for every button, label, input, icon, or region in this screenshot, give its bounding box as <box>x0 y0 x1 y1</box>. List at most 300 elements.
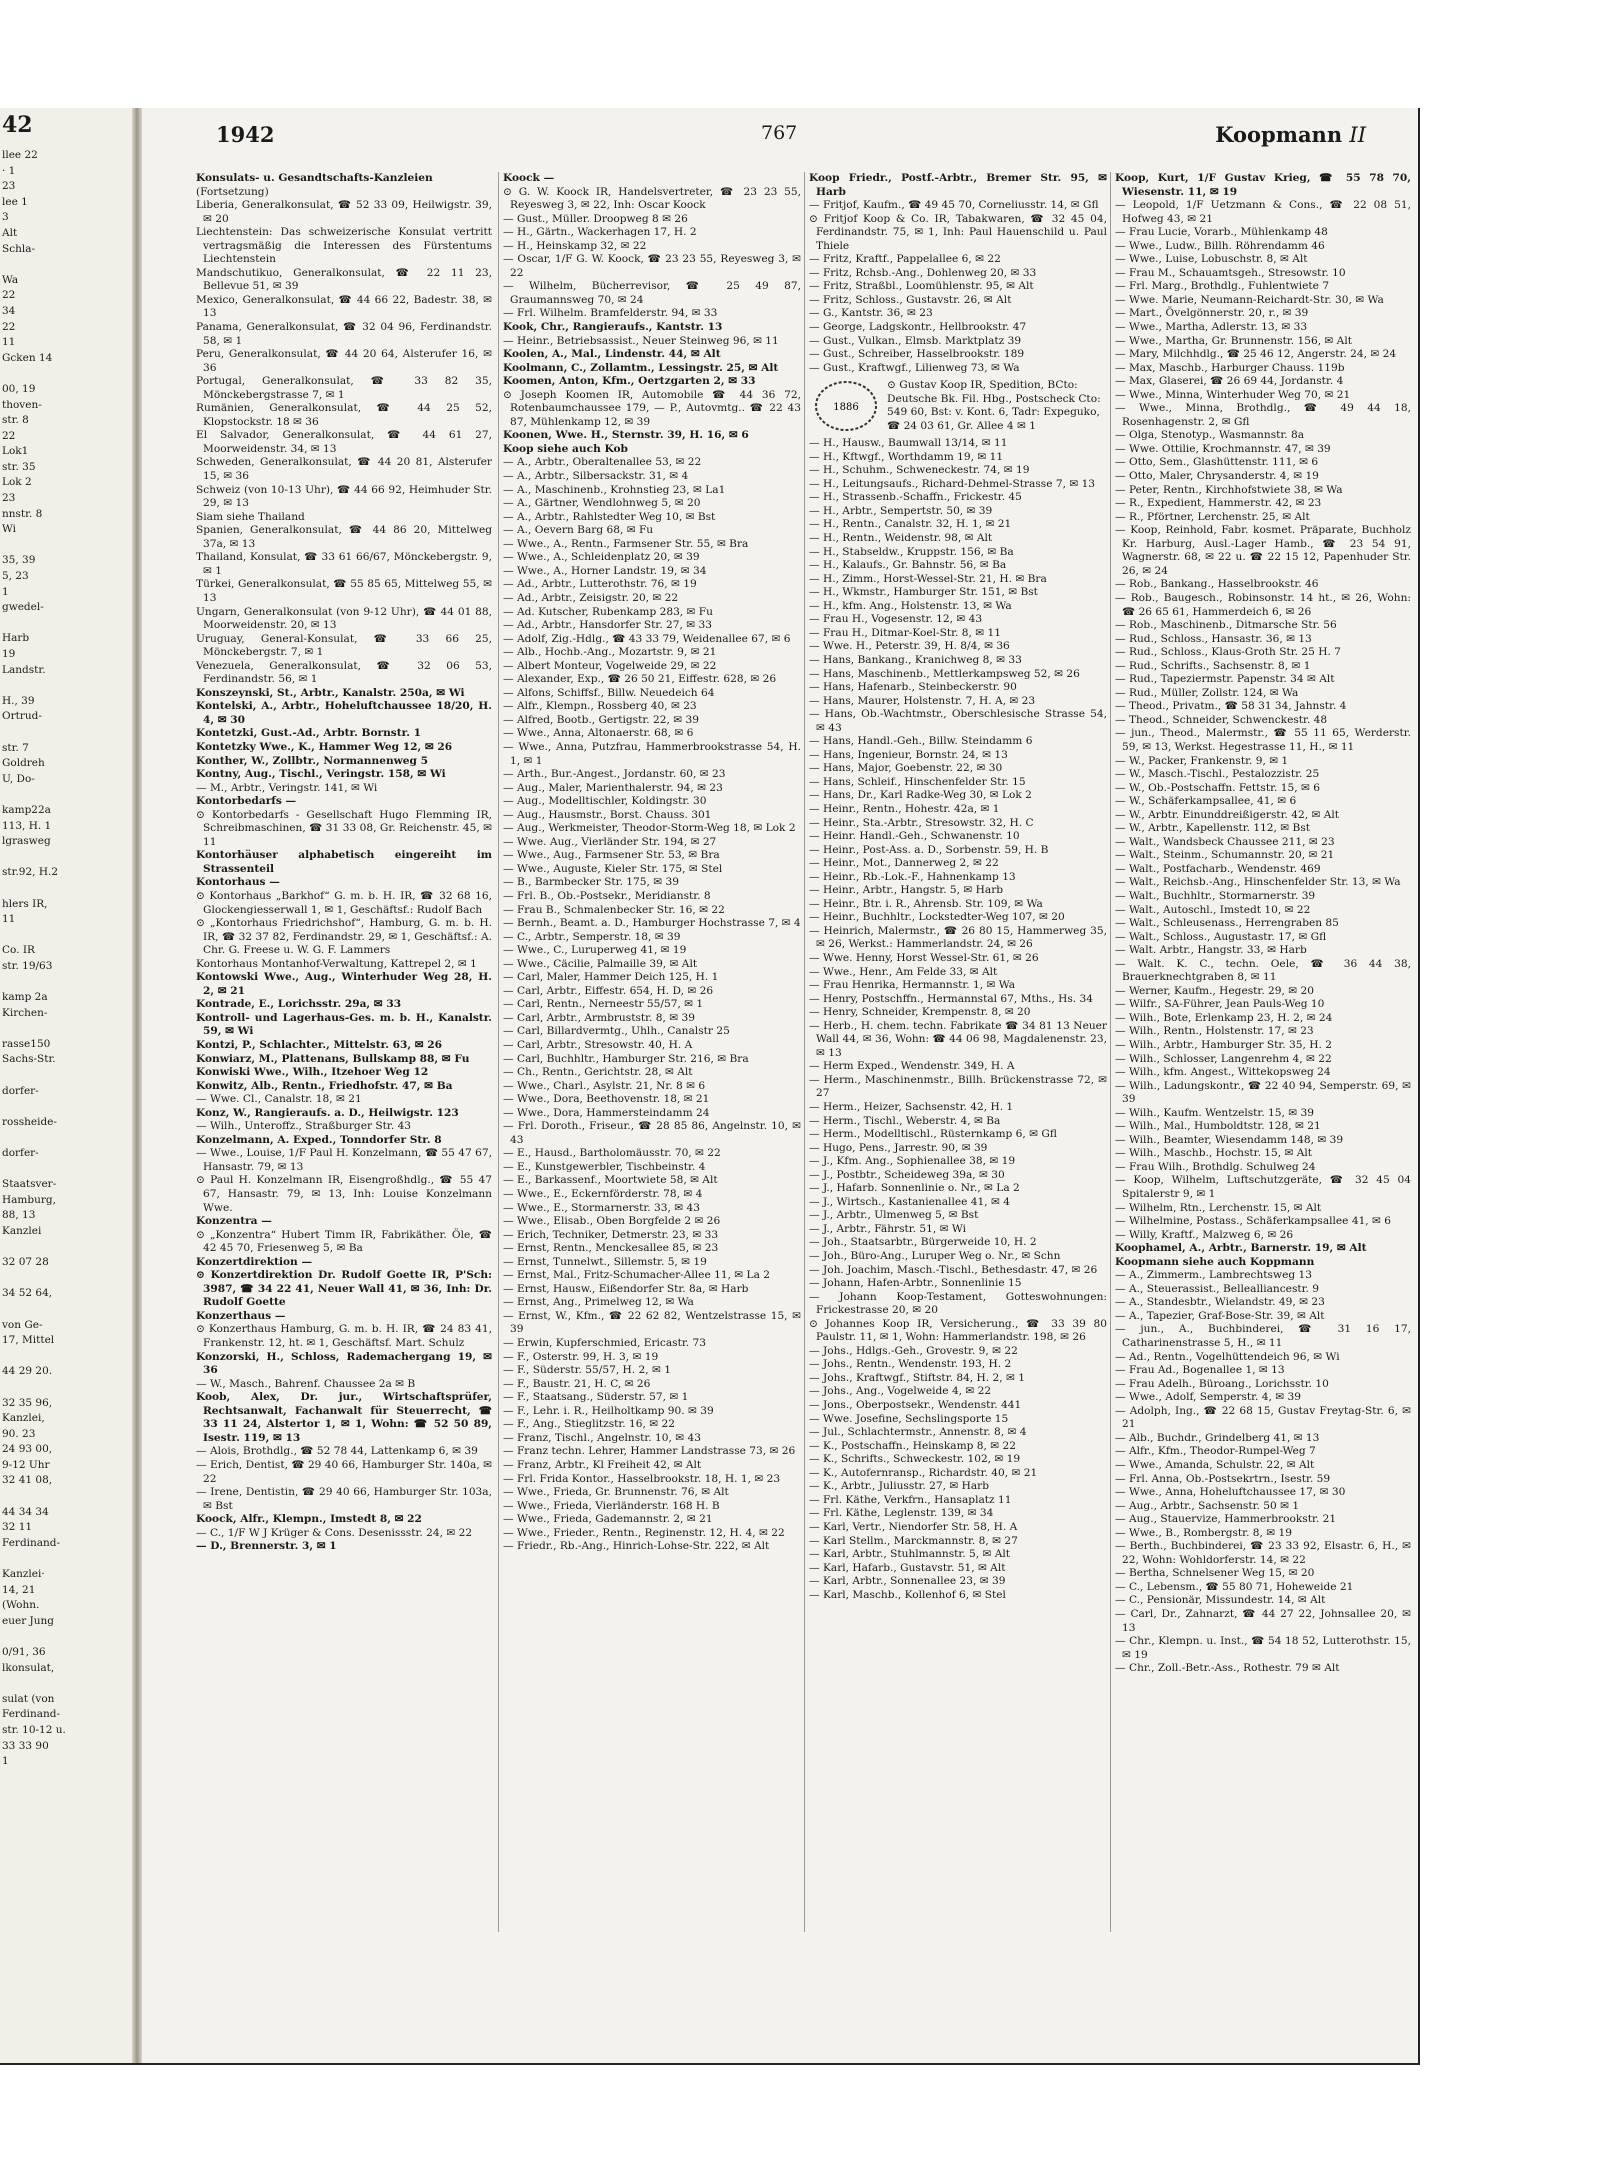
directory-entry: — W., Arbtr., Kapellenstr. 112, ✉ Bst <box>1115 822 1311 835</box>
directory-entry: — Oscar, 1/F G. W. Koock, ☎ 23 23 55, Reyesweg 3, ✉ 22 <box>503 253 801 279</box>
directory-columns <box>196 172 1411 1932</box>
directory-entry: — Erwin, Kupferschmied, Ericastr. 73 <box>503 1337 706 1350</box>
directory-entry: — Wwe., E., Stormarnerstr. 33, ✉ 43 <box>503 1201 700 1214</box>
facing-page-fragment: 32 35 96, <box>2 1396 53 1409</box>
facing-page-fragment: 1 <box>2 585 9 598</box>
facing-page-fragment: Kanzlei· <box>2 1568 45 1581</box>
directory-entry: — W., Packer, Frankenstr. 9, ✉ 1 <box>1115 754 1289 767</box>
directory-entry: — J., Arbtr., Ulmenweg 5, ✉ Bst <box>809 1209 979 1222</box>
directory-entry: — Walt., Reichsb.-Ang., Hinschenfelder Str. 13, ✉ Wa <box>1115 876 1401 889</box>
directory-entry: Konzorski, H., Schloss, Rademachergang 19, ✉ 36 <box>196 1350 492 1377</box>
facing-page-fragment <box>0 366 132 382</box>
directory-entry: Konwiarz, M., Plattenans, Bullskamp 88, ✉ Fu <box>196 1052 470 1065</box>
directory-entry: — F., Süderstr. 55/57, H. 2, ✉ 1 <box>503 1364 671 1377</box>
directory-entry: Koolmann, C., Zollamtm., Lessingstr. 25, ✉ Alt <box>503 361 779 374</box>
directory-entry: — Ad., Rentn., Vogelhüttendeich 96, ✉ Wi <box>1115 1350 1340 1363</box>
directory-entry: — Wwe. Marie, Neumann-Reichardt-Str. 30, ✉ Wa <box>1115 293 1384 306</box>
directory-entry: — Theod., Privatm., ☎ 58 31 34, Jahnstr. 4 <box>1115 700 1347 713</box>
directory-entry: — Frl. Käthe, Verkfrn., Hansaplatz 11 <box>809 1493 1012 1506</box>
directory-entry: — Werner, Kaufm., Hegestr. 29, ✉ 20 <box>1115 984 1314 997</box>
directory-entry: — A., Oevern Barg 68, ✉ Fu <box>503 524 654 537</box>
directory-entry: — Frl. B., Ob.-Postsekr., Meridianstr. 8 <box>503 889 711 902</box>
facing-page-fragment: (Wohn. <box>2 1599 40 1612</box>
directory-entry: — Max, Maschb., Harburger Chauss. 119b <box>1115 361 1345 374</box>
directory-entry: — H., Heinskamp 32, ✉ 22 <box>503 239 647 252</box>
directory-entry: — Wwe., Martha, Adlerstr. 13, ✉ 33 <box>1115 321 1308 334</box>
directory-entry: Konz, W., Rangieraufs. a. D., Heilwigstr. 123 <box>196 1106 459 1119</box>
directory-entry: — Arth., Bur.-Angest., Jordanstr. 60, ✉ 23 <box>503 768 726 781</box>
directory-entry: — Ernst, Rentn., Menckesallee 85, ✉ 23 <box>503 1242 719 1255</box>
directory-entry: — Alfr., Kfm., Theodor-Rumpel-Weg 7 <box>1115 1445 1316 1458</box>
directory-entry: — Hans, Ingenieur, Bornstr. 24, ✉ 13 <box>809 748 1008 761</box>
directory-entry: — Walt., Steinm., Schumannstr. 20, ✉ 21 <box>1115 849 1335 862</box>
directory-entry: — Wilh., Schlosser, Langenrehm 4, ✉ 22 <box>1115 1052 1332 1065</box>
facing-page-fragment: · 1 <box>2 164 16 177</box>
directory-entry: — B., Barmbecker Str. 175, ✉ 39 <box>503 876 679 889</box>
directory-column-3 <box>804 172 1107 1932</box>
facing-page-fragment: 00, 19 <box>2 382 36 395</box>
directory-entry: — A., Standesbtr., Wielandstr. 49, ✉ 23 <box>1115 1296 1325 1309</box>
facing-page-fragment: str.92, H.2 <box>2 866 59 879</box>
facing-page-fragment: rasse150 <box>2 1037 51 1050</box>
directory-entry: — Wwe., E., Eckernförderstr. 78, ✉ 4 <box>503 1188 703 1201</box>
directory-entry: — Hans, Schleif., Hinschenfelder Str. 15 <box>809 775 1026 788</box>
directory-entry: — Wwe., C., Luruperweg 41, ✉ 19 <box>503 944 687 957</box>
directory-entry: Kontelski, A., Arbtr., Hoheluftchaussee 18/20, H. 4, ✉ 30 <box>196 700 492 726</box>
directory-entry: — Frl. Käthe, Leglenstr. 139, ✉ 34 <box>809 1507 994 1520</box>
directory-entry: — Wwe., Frieda, Vierländerstr. 168 H. B <box>503 1499 720 1512</box>
directory-entry: — Johs., Kraftwgf., Stiftstr. 84, H. 2, ✉ 1 <box>809 1371 1025 1384</box>
facing-page-edge <box>0 108 132 2063</box>
directory-entry: — A., Tapezier, Graf-Bose-Str. 39, ✉ Alt <box>1115 1309 1325 1322</box>
directory-entry: — Gust., Müller. Droopweg 8 ✉ 26 <box>503 212 688 225</box>
directory-entry: — D., Brennerstr. 3, ✉ 1 <box>196 1540 337 1553</box>
directory-column-1 <box>196 172 492 1932</box>
section-heading: Konzentra — <box>196 1215 272 1228</box>
facing-page-fragment: Gcken 14 <box>2 351 53 364</box>
directory-entry: Kontzi, P., Schlachter., Mittelstr. 63, ✉ 26 <box>196 1039 443 1051</box>
directory-entry: — Joh., Büro-Ang., Luruper Weg o. Nr., ✉ Schn <box>809 1250 1061 1263</box>
book-spine <box>132 108 142 2063</box>
facing-page-fragment <box>0 1629 132 1645</box>
directory-entry: — F., Staatsang., Süderstr. 57, ✉ 1 <box>503 1391 689 1404</box>
directory-entry: — H., Leitungsaufs., Richard-Dehmel-Strasse 7, ✉ 13 <box>809 477 1096 490</box>
directory-entry: — Berth., Buchbinderei, ☎ 23 33 92, Elsastr. 6, H., ✉ 22, Wohn: Wohldorferstr. 14, ✉ 22 <box>1115 1540 1411 1566</box>
facing-page-fragment <box>0 1302 132 1318</box>
directory-entry: — R., Expedient, Hammerstr. 42, ✉ 23 <box>1115 497 1322 510</box>
directory-entry: Koop siehe auch Kob <box>503 442 628 455</box>
facing-page-fragment <box>0 1271 132 1287</box>
directory-entry: — Carl, Arbtr., Stresowstr. 40, H. A <box>503 1039 693 1051</box>
directory-entry: — Carl, Rentn., Nerneestr 55/57, ✉ 1 <box>503 998 704 1011</box>
directory-entry: Ungarn, Generalkonsulat (von 9-12 Uhr), ☎ 44 01 88, Moorweidenstr. 20, ✉ 13 <box>196 605 492 632</box>
directory-entry: — Wwe., Dora, Beethovenstr. 18, ✉ 21 <box>503 1093 710 1106</box>
directory-entry: — Wwe. Ottilie, Krochmannstr. 47, ✉ 39 <box>1115 442 1331 455</box>
directory-entry: — Karl, Arbtr., Sonnenallee 23, ✉ 39 <box>809 1575 1006 1588</box>
directory-entry: ⊙ Kontorhaus „Barkhof“ G. m. b. H. IR, ☎ 32 68 16, Glockengiesserwall 1, ✉ 1, Geschäftsf.: Rudolf Bach <box>196 889 492 916</box>
facing-page-fragment: 3 <box>2 211 9 224</box>
directory-entry: — Wwe. Aug., Vierländer Str. 194, ✉ 27 <box>503 835 717 848</box>
facing-page-fragment <box>0 974 132 990</box>
directory-entry: Portugal, Generalkonsulat, ☎ 33 82 35, Mönckebergstrasse 7, ✉ 1 <box>196 375 492 401</box>
facing-page-fragment <box>0 538 132 554</box>
directory-entry: — Herm Exped., Wendenstr. 349, H. A <box>809 1060 1015 1073</box>
directory-entry: Uruguay, General-Konsulat, ☎ 33 66 25, Mönckebergstr. 7, ✉ 1 <box>196 632 492 659</box>
facing-page-fragment: 24 93 00, <box>2 1443 53 1456</box>
directory-entry: — Fritz, Rchsb.-Ang., Dohlenweg 20, ✉ 33 <box>809 266 1037 279</box>
facing-page-fragment: 1 <box>2 1755 9 1768</box>
directory-entry: — C., Lebensm., ☎ 55 80 71, Hoheweide 21 <box>1115 1580 1354 1593</box>
directory-entry: ⊙ Fritjof Koop & Co. IR, Tabakwaren, ☎ 32 45 04, Ferdinandstr. 75, ✉ 1, Inh: Paul Hauenschild u. Paul Thiele <box>809 212 1107 252</box>
directory-entry: — Frl. Anna, Ob.-Postsekrtrn., Isestr. 59 <box>1115 1472 1331 1485</box>
facing-page-fragment: lgrasweg <box>2 835 51 848</box>
directory-column-2 <box>498 172 801 1932</box>
directory-entry: — Wilhelm, Rtn., Lerchenstr. 15, ✉ Alt <box>1115 1201 1322 1214</box>
directory-entry: — Walt., Schloss., Augustastr. 17, ✉ Gfl <box>1115 930 1327 943</box>
facing-page-fragment: euer Jung <box>2 1614 55 1627</box>
directory-entry: — Erich, Techniker, Detmerstr. 23, ✉ 33 <box>503 1228 719 1241</box>
directory-entry: — A., Zimmerm., Lambrechtsweg 13 <box>1115 1269 1312 1282</box>
facing-page-fragment: Ferdinand- <box>2 1708 61 1721</box>
facing-page-fragment: 113, H. 1 <box>2 819 52 832</box>
facing-page-fragment: thoven- <box>2 398 42 411</box>
facing-page-fragment: lee 1 <box>2 195 28 208</box>
facing-page-fragment: Landstr. <box>2 663 46 676</box>
directory-entry: Rumänien, Generalkonsulat, ☎ 44 25 52, Klopstockstr. 18 ✉ 36 <box>196 402 492 428</box>
directory-entry: — Herm., Heizer, Sachsenstr. 42, H. 1 <box>809 1101 1014 1113</box>
directory-entry: — C., 1/F W J Krüger & Cons. Desenissstr. 24, ✉ 22 <box>196 1526 473 1539</box>
directory-entry: — Aug., Modelltischler, Koldingstr. 30 <box>503 795 707 808</box>
directory-entry: (Fortsetzung) <box>196 185 269 198</box>
directory-entry: — Gust., Vulkan., Elmsb. Marktplatz 39 <box>809 334 1022 347</box>
directory-entry: — Franz, Tischl., Angelnstr. 10, ✉ 43 <box>503 1431 701 1444</box>
directory-entry: — Fritz, Straßbl., Loomühlenstr. 95, ✉ Alt <box>809 280 1034 293</box>
facing-page-fragment <box>0 928 132 944</box>
directory-entry: — Alexander, Exp., ☎ 26 50 21, Eiffestr. 628, ✉ 26 <box>503 673 777 686</box>
directory-entry: — Frau H., Ditmar-Koel-Str. 8, ✉ 11 <box>809 626 1001 639</box>
directory-entry: — C., Pensionär, Missundestr. 14, ✉ Alt <box>1115 1594 1326 1607</box>
directory-entry: ⊙ Konzerthaus Hamburg, G. m. b. H. IR, ☎ 24 83 41, Frankenstr. 12, ht. ✉ 1, Geschäftsf. Mart. Schulz <box>196 1323 492 1350</box>
directory-entry: — H., Stabseldw., Kruppstr. 156, ✉ Ba <box>809 545 1014 558</box>
facing-page-fragment: str. 35 <box>2 460 36 473</box>
directory-entry: — Wwe., A., Horner Landstr. 19, ✉ 34 <box>503 564 707 577</box>
facing-page-fragment: Co. IR <box>2 944 35 957</box>
facing-page-fragment: Lok 2 <box>2 476 32 489</box>
directory-entry: — Wilh., Unteroffz., Straßburger Str. 43 <box>196 1120 412 1133</box>
facing-page-fragment: 23 <box>2 180 16 193</box>
page-header <box>216 122 1366 156</box>
directory-entry: — E., Hausd., Bartholomäusstr. 70, ✉ 22 <box>503 1147 721 1160</box>
directory-entry: — Wilh., Arbtr., Hamburger Str. 35, H. 2 <box>1115 1039 1332 1051</box>
facing-page-fragment: dorfer- <box>2 1147 39 1159</box>
facing-page-fragment: Kanzlei, <box>2 1412 45 1425</box>
directory-entry: — Wwe. Henny, Horst Wessel-Str. 61, ✉ 26 <box>809 951 1039 964</box>
directory-entry: — J., Postbtr., Scheideweg 39a, ✉ 30 <box>809 1168 1005 1181</box>
directory-entry: — Fritz, Schloss., Gustavstr. 26, ✉ Alt <box>809 293 1012 306</box>
directory-entry: — Koop, Wilhelm, Luftschutzgeräte, ☎ 32 45 04 Spitalerstr 9, ✉ 1 <box>1115 1174 1411 1201</box>
directory-entry: Kontorhaus Montanhof-Verwaltung, Kattrepel 2, ✉ 1 <box>196 957 477 970</box>
directory-entry: — Friedr., Rb.-Ang., Hinrich-Lohse-Str. 222, ✉ Alt <box>503 1540 770 1553</box>
directory-entry: — W., Arbtr. Einunddreißigerstr. 42, ✉ Alt <box>1115 808 1340 821</box>
directory-entry: — Frau Henrika, Hermannstr. 1, ✉ Wa <box>809 979 1016 992</box>
facing-page-fragment: 23 <box>2 492 16 505</box>
directory-entry: — Gust., Kraftwgf., Lilienweg 73, ✉ Wa <box>809 361 1020 374</box>
directory-entry: — Joh., Staatsarbtr., Bürgerweide 10, H. 2 <box>809 1236 1037 1249</box>
directory-entry: — Wwe., A., Schleidenplatz 20, ✉ 39 <box>503 551 700 564</box>
facing-page-fragment: Sachs-Str. <box>2 1053 56 1066</box>
facing-page-fragment: Kanzlei <box>2 1224 42 1237</box>
directory-entry: — Johs., Hdlgs.-Geh., Grovestr. 9, ✉ 22 <box>809 1344 1018 1357</box>
facing-page-fragment: hlers IR, <box>2 897 48 910</box>
directory-entry: Koonen, Wwe. H., Sternstr. 39, H. 16, ✉ 6 <box>503 429 749 442</box>
running-section: II <box>1349 123 1366 147</box>
facing-page-fragment: Hamburg, <box>2 1193 56 1206</box>
facing-page-fragment <box>0 1162 132 1178</box>
directory-entry: — Wwe., Amanda, Schulstr. 22, ✉ Alt <box>1115 1458 1315 1471</box>
directory-entry: — Wilh., Maschb., Hochstr. 15, ✉ Alt <box>1115 1147 1313 1160</box>
facing-page-fragment <box>0 1021 132 1037</box>
facing-page-fragment: str. 7 <box>2 741 29 754</box>
directory-entry: — Chr., Klempn. u. Inst., ☎ 54 18 52, Lutterothstr. 15, ✉ 19 <box>1115 1635 1411 1661</box>
directory-entry: — Frau H., Vogesenstr. 12, ✉ 43 <box>809 613 983 626</box>
directory-entry: — Rud., Schrifts., Sachsenstr. 8, ✉ 1 <box>1115 659 1311 672</box>
directory-entry: — Wwe., Louise, 1/F Paul H. Konzelmann, ☎ 55 47 67, Hansastr. 79, ✉ 13 <box>196 1147 492 1173</box>
facing-page-fragment: Ferdinand- <box>2 1536 61 1549</box>
directory-entry: Kontetzki, Gust.-Ad., Arbtr. Bornstr. 1 <box>196 727 422 740</box>
directory-entry: — Otto, Maler, Chrysanderstr. 4, ✉ 19 <box>1115 470 1319 483</box>
directory-entry: — Adolph, Ing., ☎ 22 68 15, Gustav Freytag-Str. 6, ✉ 21 <box>1115 1404 1411 1431</box>
directory-entry: ⊙ Paul H. Konzelmann IR, Eisengroßhdlg., ☎ 55 47 67, Hansastr. 79, ✉ 13, Inh: Louise Konzelmann Wwe. <box>196 1174 492 1214</box>
directory-entry: — Hans, Dr., Karl Radke-Weg 30, ✉ Lok 2 <box>809 789 1032 802</box>
directory-entry: — Alb., Hochb.-Ang., Mozartstr. 9, ✉ 21 <box>503 646 717 659</box>
facing-page-fragment: sulat (von <box>2 1692 55 1705</box>
directory-entry: Mandschutikuo, Generalkonsulat, ☎ 22 11 23, Bellevue 51, ✉ 39 <box>196 266 492 293</box>
directory-entry: — W., Schäferkampsallee, 41, ✉ 6 <box>1115 795 1297 808</box>
directory-entry: — Rud., Schloss., Hansastr. 36, ✉ 13 <box>1115 632 1312 645</box>
directory-entry: — H., Hausw., Baumwall 13/14, ✉ 11 <box>809 437 1008 450</box>
facing-page-fragment <box>0 881 132 897</box>
directory-entry: — Heinr., Sta.-Arbtr., Stresowstr. 32, H. C <box>809 816 1034 829</box>
directory-entry: — Frau Ad., Bogenallee 1, ✉ 13 <box>1115 1364 1285 1377</box>
directory-entry: — H., Arbtr., Sempertstr. 50, ✉ 39 <box>809 504 993 517</box>
directory-entry: — Wilfr., SA-Führer, Jean Pauls-Weg 10 <box>1115 998 1325 1011</box>
facing-page-fragment: Kirchen- <box>2 1006 48 1019</box>
directory-entry: Thailand, Konsulat, ☎ 33 61 66/67, Mönckebergstr. 9, ✉ 1 <box>196 551 492 577</box>
facing-page-text-fragments <box>0 148 132 1770</box>
facing-page-fragment: Goldreh <box>2 757 45 770</box>
directory-entry: — Wwe., Dora, Hammersteindamm 24 <box>503 1106 710 1119</box>
facing-page-fragment: Alt <box>2 226 18 239</box>
directory-entry: — H., Zimm., Horst-Wessel-Str. 21, H. ✉ Bra <box>809 572 1047 585</box>
section-heading: Konzerthaus — <box>196 1309 286 1322</box>
directory-entry: — Wilh., Bote, Erlenkamp 23, H. 2, ✉ 24 <box>1115 1011 1333 1024</box>
directory-entry: Peru, Generalkonsulat, ☎ 44 20 64, Alsterufer 16, ✉ 36 <box>196 348 492 374</box>
directory-entry: — Wilh., Kaufm. Wentzelstr. 15, ✉ 39 <box>1115 1106 1314 1119</box>
directory-entry: — Frau Wilh., Brothdlg. Schulweg 24 <box>1115 1160 1316 1173</box>
directory-entry: — Heinr., Rb.-Lok.-F., Hahnenkamp 13 <box>809 870 1016 883</box>
directory-entry: Koolen, A., Mal., Lindenstr. 44, ✉ Alt <box>503 348 721 361</box>
directory-entry: — Joh. Joachim, Masch.-Tischl., Bethesdastr. 47, ✉ 26 <box>809 1263 1098 1276</box>
directory-entry: — Erich, Dentist, ☎ 29 40 66, Hamburger Str. 140a, ✉ 22 <box>196 1458 492 1485</box>
header-page-number: 767 <box>761 122 798 144</box>
section-heading: Kontorhaus — <box>196 876 280 889</box>
directory-entry: — Frl. Marg., Brothdlg., Fuhlentwiete 7 <box>1115 280 1330 293</box>
directory-entry: — Herm., Modelltischl., Rüsternkamp 6, ✉ Gfl <box>809 1128 1057 1141</box>
directory-entry: — Frl. Wilhelm. Bramfelderstr. 94, ✉ 33 <box>503 307 718 320</box>
directory-entry: — K., Schrifts., Schweckestr. 102, ✉ 19 <box>809 1453 1021 1466</box>
facing-page-fragment <box>0 1380 132 1396</box>
directory-entry: — Karl Stellm., Marckmannstr. 8, ✉ 27 <box>809 1534 1018 1547</box>
directory-entry: — Herm., Tischl., Weberstr. 4, ✉ Ba <box>809 1114 1001 1127</box>
facing-page-fragment: Harb <box>2 632 30 645</box>
directory-entry: — H., Rentn., Weidenstr. 98, ✉ Alt <box>809 532 993 545</box>
facing-page-fragment: Wa <box>2 273 19 286</box>
directory-entry: — Ch., Rentn., Gerichtstr. 28, ✉ Alt <box>503 1066 693 1079</box>
directory-entry: — Walt., Postfacharb., Wendenstr. 469 <box>1115 862 1321 875</box>
directory-entry: — Frau B., Schmalenbecker Str. 16, ✉ 22 <box>503 903 725 916</box>
section-heading: Konsulats- u. Gesandtschafts-Kanzleien <box>196 172 433 184</box>
facing-page-fragment: 90. 23 <box>2 1427 36 1440</box>
directory-entry: — Adolf, Zig.-Hdlg., ☎ 43 33 79, Weidenallee 67, ✉ 6 <box>503 632 791 645</box>
directory-entry: — Wilhelm, Bücherrevisor, ☎ 25 49 87, Graumannsweg 70, ✉ 24 <box>503 280 801 306</box>
directory-entry: — Heinr., Mot., Dannerweg 2, ✉ 22 <box>809 857 999 870</box>
directory-entry: — H., Rentn., Canalstr. 32, H. 1, ✉ 21 <box>809 518 1012 531</box>
directory-entry: — Wwe., Anna, Hoheluftchaussee 17, ✉ 30 <box>1115 1486 1346 1499</box>
directory-entry: — Theod., Schneider, Schwenckestr. 48 <box>1115 713 1328 726</box>
gustav-koop-text: ⊙ Gustav Koop IR, Spedition, BCto: Deutsche Bk. Fil. Hbg., Postscheck Cto: 549 60, Bst: v. Kont. 6, Tadr: Expeguko, ☎ 24 03 61, Gr. Allee 4 ✉ 1 <box>887 379 1101 432</box>
directory-entry: — Walt., Wandsbeck Chaussee 211, ✉ 23 <box>1115 835 1335 848</box>
directory-entry: Konwitz, Alb., Rentn., Friedhofstr. 47, ✉ Ba <box>196 1079 453 1092</box>
directory-entry: — R., Pförtner, Lerchenstr. 25, ✉ Alt <box>1115 510 1310 523</box>
facing-page-fragment: 11 <box>2 913 16 926</box>
directory-entry: — Wwe., Minna, Winterhuder Weg 70, ✉ 21 <box>1115 388 1351 401</box>
directory-entry: — A., Arbtr., Oberaltenallee 53, ✉ 22 <box>503 456 702 469</box>
directory-entry: — Chr., Zoll.-Betr.-Ass., Rothestr. 79 ✉ Alt <box>1115 1662 1340 1675</box>
directory-entry: Kontowski Wwe., Aug., Winterhuder Weg 28, H. 2, ✉ 21 <box>196 971 492 997</box>
directory-entry: — Hans, Maschinenb., Mettlerkampsweg 52, ✉ 26 <box>809 667 1080 680</box>
directory-entry: Türkei, Generalkonsulat, ☎ 55 85 65, Mittelweg 55, ✉ 13 <box>196 578 492 604</box>
directory-entry: — Hans, Hafenarb., Steinbeckerstr. 90 <box>809 681 1017 694</box>
facing-page-fragment: 22 <box>2 289 16 302</box>
directory-entry: — Max, Glaserei, ☎ 26 69 44, Jordanstr. 4 <box>1115 375 1344 388</box>
facing-page-number: 42 <box>2 112 33 138</box>
directory-entry: — Wilhelmine, Postass., Schäferkampsallee 41, ✉ 6 <box>1115 1215 1392 1228</box>
directory-entry: — Wwe., Auguste, Kieler Str. 175, ✉ Stel <box>503 862 723 875</box>
directory-entry: — Irene, Dentistin, ☎ 29 40 66, Hamburger Str. 103a, ✉ Bst <box>196 1486 492 1512</box>
directory-entry: — H., Schuhm., Schweneckestr. 74, ✉ 19 <box>809 464 1030 477</box>
directory-entry: — Franz techn. Lehrer, Hammer Landstrasse 73, ✉ 26 <box>503 1445 796 1458</box>
directory-entry: Konszeynski, St., Arbtr., Kanalstr. 250a, ✉ Wi <box>196 686 465 699</box>
wreath-seal-icon <box>813 379 879 433</box>
directory-entry: ⊙ G. W. Koock IR, Handelsvertreter, ☎ 23 23 55, Reyesweg 3, ✉ 22, Inh: Oscar Koock <box>503 185 801 212</box>
directory-entry: — Wwe., Frieder., Rentn., Reginenstr. 12, H. 4, ✉ 22 <box>503 1526 785 1539</box>
directory-entry: — Koop, Reinhold, Fabr. kosmet. Präparate, Buchholz Kr. Harburg, Ausl.-Lager Hamb., ☎ 23 54 91, Wagnerstr. 68, ✉ 22 u. ☎ 22 15 12, Papenhuder Str. 26, ✉ 24 <box>1115 524 1411 577</box>
directory-entry: Kook, Chr., Rangieraufs., Kantstr. 13 <box>503 321 723 334</box>
facing-page-fragment: str. 19/63 <box>2 959 53 972</box>
directory-entry: — J., Wirtsch., Kastanienallee 41, ✉ 4 <box>809 1195 1010 1208</box>
directory-entry: Schweden, Generalkonsulat, ☎ 44 20 81, Alsterufer 15, ✉ 36 <box>196 456 492 483</box>
facing-page-fragment: 44 34 34 <box>2 1505 49 1518</box>
directory-entry: — Aug., Hausmstr., Borst. Chauss. 301 <box>503 808 712 821</box>
directory-entry: — J., Kfm. Ang., Sophienallee 38, ✉ 19 <box>809 1155 1016 1168</box>
directory-entry: — Wwe., Anna, Altonaerstr. 68, ✉ 6 <box>503 727 694 740</box>
directory-entry: — K., Autofernransp., Richardstr. 40, ✉ 21 <box>809 1466 1038 1479</box>
directory-entry: — Aug., Werkmeister, Theodor-Storm-Weg 18, ✉ Lok 2 <box>503 822 796 835</box>
directory-entry: — Frl. Doroth., Friseur., ☎ 28 85 86, Angelnstr. 10, ✉ 43 <box>503 1120 801 1146</box>
directory-entry: — Aug., Stauervize, Hammerbrookstr. 21 <box>1115 1513 1337 1526</box>
directory-entry: — F., Lehr. i. R., Heilholtkamp 90. ✉ 39 <box>503 1404 714 1417</box>
facing-page-fragment <box>0 257 132 273</box>
directory-entry: — Rob., Bankang., Hasselbrookstr. 46 <box>1115 578 1319 591</box>
directory-entry: — E., Kunstgewerbler, Tischbeinstr. 4 <box>503 1160 706 1173</box>
directory-entry: Kontny, Aug., Tischl., Veringstr. 158, ✉ Wi <box>196 768 446 781</box>
directory-entry: — Franz, Arbtr., Kl Freiheit 42, ✉ Alt <box>503 1458 702 1471</box>
directory-entry: Kontroll- und Lagerhaus-Ges. m. b. H., Kanalstr. 59, ✉ Wi <box>196 1011 492 1038</box>
directory-entry: — Ernst, Tunnelwt., Sillemstr. 5, ✉ 19 <box>503 1255 707 1268</box>
directory-entry: Mexico, Generalkonsulat, ☎ 44 66 22, Badestr. 38, ✉ 13 <box>196 293 492 320</box>
directory-entry: — A., Maschinenb., Krohnstieg 23, ✉ La1 <box>503 483 726 496</box>
directory-entry: Koop Friedr., Postf.-Arbtr., Bremer Str. 95, ✉ Harb <box>809 172 1107 198</box>
facing-page-fragment: 34 <box>2 304 16 317</box>
directory-entry: — Jul., Schlachtermstr., Annenstr. 8, ✉ 4 <box>809 1426 1027 1439</box>
directory-entry: — Ad. Kutscher, Rubenkamp 283, ✉ Fu <box>503 605 713 618</box>
directory-entry: — W., Masch.-Tischl., Pestalozzistr. 25 <box>1115 768 1320 781</box>
directory-entry: — George, Ladgskontr., Hellbrookstr. 47 <box>809 321 1027 334</box>
directory-entry: — F., Ang., Stieglitzstr. 16, ✉ 22 <box>503 1418 675 1431</box>
directory-entry: ⊙ „Konzentra“ Hubert Timm IR, Fabrikäther. Öle, ☎ 42 45 70, Friesenweg 5, ✉ Ba <box>196 1228 492 1255</box>
facing-page-fragment: Wi <box>2 523 16 536</box>
facing-page-fragment: 17, Mittel <box>2 1334 55 1347</box>
directory-entry: — Heinr., Btr. i. R., Ahrensb. Str. 109, ✉ Wa <box>809 897 1043 910</box>
running-name: Koopmann <box>1215 122 1343 147</box>
directory-entry: — Rud., Schloss., Klaus-Groth Str. 25 H. 7 <box>1115 646 1341 659</box>
facing-page-fragment: 22 <box>2 429 16 442</box>
directory-entry: — H., Kalaufs., Gr. Bahnstr. 56, ✉ Ba <box>809 559 1007 572</box>
directory-entry: — H., Gärtn., Wackerhagen 17, H. 2 <box>503 226 697 239</box>
directory-entry: — Johs., Ang., Vogelweide 4, ✉ 22 <box>809 1385 992 1398</box>
facing-page-fragment <box>0 678 132 694</box>
directory-entry: — Heinr., Rentn., Hohestr. 42a, ✉ 1 <box>809 802 1000 815</box>
section-heading: Konzertdirektion — <box>196 1255 313 1268</box>
directory-entry: — K., Arbtr., Juliusstr. 27, ✉ Harb <box>809 1480 990 1493</box>
directory-entry: — A., Gärtner, Wendlohnweg 5, ✉ 20 <box>503 497 701 510</box>
directory-entry: — Henry, Postschffn., Hermannstal 67, Mths., Hs. 34 <box>809 992 1093 1005</box>
facing-page-fragment <box>0 1489 132 1505</box>
directory-entry: — Walt., Schleusenass., Herrengraben 85 <box>1115 917 1339 930</box>
directory-entry: — Wilh., Ladungskontr., ☎ 22 40 94, Semperstr. 69, ✉ 39 <box>1115 1079 1411 1106</box>
directory-entry: ⊙ Kontorbedarfs - Gesellschaft Hugo Flemming IR, Schreibmaschinen, ☎ 31 33 08, Gr. Reichenstr. 45, ✉ 11 <box>196 808 492 848</box>
directory-entry: — Fritz, Kraftf., Pappelallee 6, ✉ 22 <box>809 253 1001 266</box>
directory-entry: — Frau Adelh., Büroang., Lorichsstr. 10 <box>1115 1377 1329 1390</box>
directory-entry: — Heinr. Handl.-Geh., Schwanenstr. 10 <box>809 830 1020 843</box>
facing-page-fragment <box>0 1676 132 1692</box>
directory-entry: — Walt., Buchhltr., Stormarnerstr. 39 <box>1115 889 1316 902</box>
directory-entry: Kontrade, E., Lorichsstr. 29a, ✉ 33 <box>196 998 402 1011</box>
directory-entry: — Herm., Maschinenmstr., Billh. Brückenstrasse 72, ✉ 27 <box>809 1073 1107 1100</box>
directory-entry: — Heinr., Buchhltr., Lockstedter-Weg 107, ✉ 20 <box>809 911 1065 924</box>
facing-page-fragment: 9-12 Uhr <box>2 1458 50 1471</box>
directory-column-4 <box>1110 172 1411 1932</box>
directory-entry: — Walt. K. C., techn. Oele, ☎ 36 44 38, Brauerknechtgraben 8, ✉ 11 <box>1115 957 1411 984</box>
facing-page-fragment: U, Do- <box>2 772 35 785</box>
directory-entry: — F., Osterstr. 99, H. 3, ✉ 19 <box>503 1350 659 1363</box>
directory-entry: — Carl, Buchhltr., Hamburger Str. 216, ✉ Bra <box>503 1052 749 1065</box>
directory-entry: — Peter, Rentn., Kirchhofstwiete 38, ✉ Wa <box>1115 483 1343 496</box>
directory-entry: — K., Postschaffn., Heinskamp 8, ✉ 22 <box>809 1439 1016 1452</box>
directory-entry: — Wwe., Minna, Brothdlg., ☎ 49 44 18, Rosenhagenstr. 2, ✉ Gfl <box>1115 402 1411 428</box>
facing-page-fragment: dorfer- <box>2 1084 39 1097</box>
header-year: 1942 <box>216 122 275 147</box>
